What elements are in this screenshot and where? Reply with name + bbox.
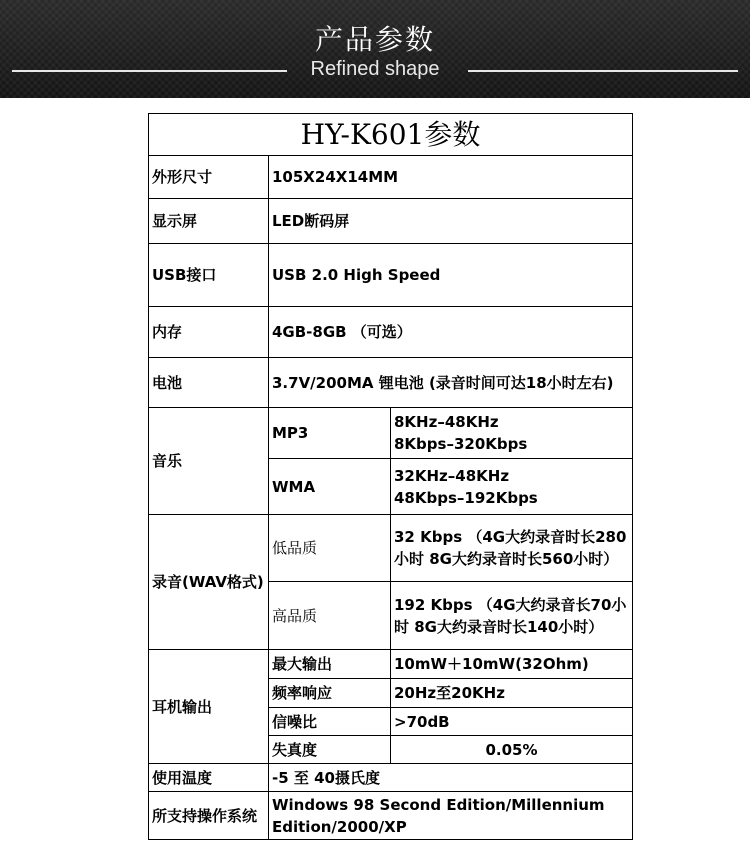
spec-sublabel-wma: WMA <box>269 459 391 515</box>
wma-bitrate: 48Kbps–192Kbps <box>394 488 538 507</box>
table-row <box>149 244 633 307</box>
table-row <box>149 515 633 582</box>
header-banner <box>0 0 750 98</box>
spec-label-battery: 电池 <box>149 358 269 408</box>
wma-samplerate: 32KHz–48KHz <box>394 466 510 485</box>
table-title-row <box>149 114 633 156</box>
banner-title: 产品参数 <box>314 23 435 56</box>
spec-value-max-output: 10mW＋10mW(32Ohm) <box>391 650 633 679</box>
table-title: HY-K601参数 <box>149 114 633 156</box>
spec-sublabel-frequency: 频率响应 <box>269 679 391 708</box>
spec-table <box>148 113 633 840</box>
banner-divider-right <box>468 70 738 72</box>
table-row <box>149 199 633 244</box>
spec-label-headphone: 耳机输出 <box>149 650 269 764</box>
table-row <box>149 408 633 459</box>
table-row <box>149 792 633 840</box>
spec-label-recording: 录音(WAV格式) <box>149 515 269 650</box>
table-row <box>149 358 633 408</box>
mp3-bitrate: 8Kbps–320Kbps <box>394 435 528 453</box>
table-row <box>149 156 633 199</box>
spec-sublabel-high-quality: 高品质 <box>269 582 391 650</box>
spec-label-memory: 内存 <box>149 307 269 358</box>
spec-label-temperature: 使用温度 <box>149 764 269 792</box>
spec-value-low-quality: 32 Kbps （4G大约录音时长280小时 8G大约录音时长560小时） <box>391 515 633 582</box>
spec-value-display: LED断码屏 <box>269 199 633 244</box>
spec-label-music: 音乐 <box>149 408 269 515</box>
spec-sublabel-max-output: 最大输出 <box>269 650 391 679</box>
spec-value-os: Windows 98 Second Edition/Millennium Edition/2000/XP <box>269 792 633 840</box>
table-row <box>149 650 633 679</box>
spec-label-display: 显示屏 <box>149 199 269 244</box>
spec-value-distortion: 0.05% <box>391 736 633 764</box>
spec-sublabel-mp3: MP3 <box>269 408 391 459</box>
spec-value-size: 105X24X14MM <box>269 156 633 199</box>
spec-label-os: 所支持操作系统 <box>149 792 269 840</box>
spec-value-memory: 4GB-8GB （可选） <box>269 307 633 358</box>
spec-value-high-quality: 192 Kbps （4G大约录音长70小时 8G大约录音时长140小时） <box>391 582 633 650</box>
spec-value-temperature: -5 至 40摄氏度 <box>269 764 633 792</box>
spec-sublabel-low-quality: 低品质 <box>269 515 391 582</box>
spec-value-usb: USB 2.0 High Speed <box>269 244 633 307</box>
spec-label-size: 外形尺寸 <box>149 156 269 199</box>
table-row <box>149 764 633 792</box>
mp3-samplerate: 8KHz–48KHz <box>394 413 499 431</box>
spec-value-battery: 3.7V/200MA 锂电池 (录音时间可达18小时左右) <box>269 358 633 408</box>
spec-value-snr: >70dB <box>391 708 633 736</box>
spec-label-usb: USB接口 <box>149 244 269 307</box>
banner-subtitle: Refined shape <box>310 58 440 80</box>
spec-value-wma <box>391 459 633 515</box>
spec-sublabel-snr: 信噪比 <box>269 708 391 736</box>
spec-sublabel-distortion: 失真度 <box>269 736 391 764</box>
table-row <box>149 307 633 358</box>
spec-value-mp3 <box>391 408 633 459</box>
spec-value-frequency: 20Hz至20KHz <box>391 679 633 708</box>
